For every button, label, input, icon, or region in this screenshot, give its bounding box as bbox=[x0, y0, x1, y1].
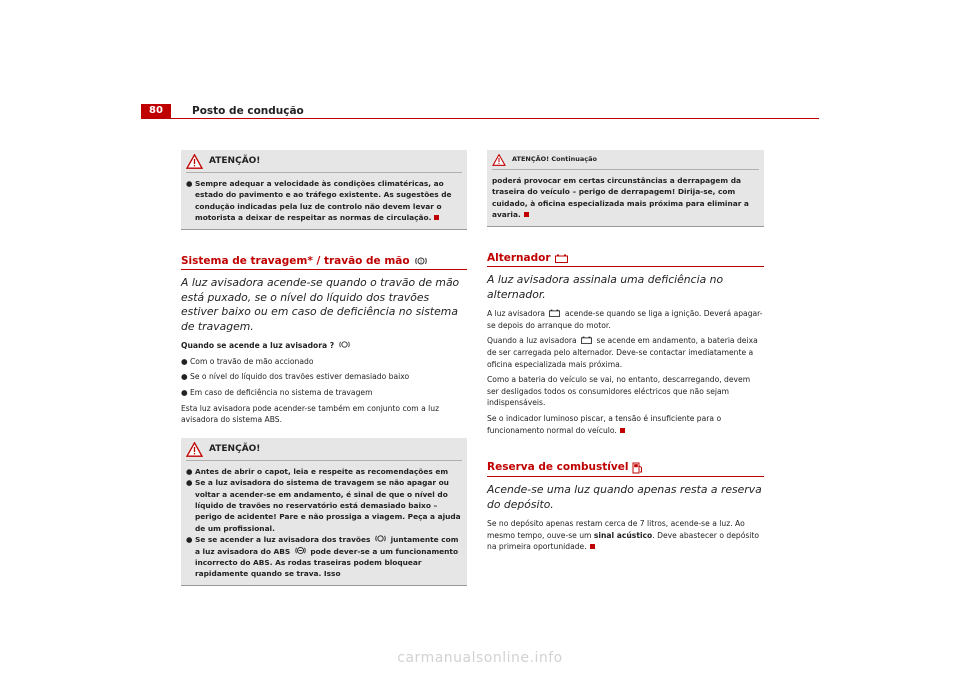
list-item: ● Com o travão de mão accionado bbox=[181, 356, 314, 366]
battery-icon bbox=[549, 309, 560, 317]
warning-bullet: ● Antes de abrir o capot, leia e respeite as recomendações em bbox=[186, 466, 449, 476]
svg-text:!: ! bbox=[419, 260, 422, 266]
end-marker bbox=[590, 544, 595, 549]
brake-warning-icon bbox=[375, 534, 386, 543]
question-line: Quando se acende a luz avisadora ? bbox=[181, 340, 467, 352]
watermark: carmanualsonline.info bbox=[397, 650, 563, 666]
warning-title: ATENÇÃO! Continuação bbox=[512, 155, 597, 164]
right-column bbox=[487, 150, 764, 557]
warning-header bbox=[492, 154, 759, 170]
warning-bullet: ● Sempre adequar a velocidade às condições climatéricas, ao estado do pavimento e ao tráfego existente. As sugestões de condução indicadas pela luz de controlo não devem levar o motorista a deixar de respeitar as normas de circulação. bbox=[186, 179, 452, 223]
paragraph: A luz avisadora acende-se quando se liga a ignição. Deverá apagar-se depois do arranque do motor. bbox=[487, 309, 763, 330]
paragraph: Se o indicador luminoso piscar, a tensão é insuficiente para o funcionamento normal do veículo. bbox=[487, 413, 722, 435]
brake-warning-icon bbox=[415, 256, 427, 266]
paragraph: Se no depósito apenas restam cerca de 7 litros, acende-se a luz. Ao mesmo tempo, ouve-se um sinal acústico. Deve abastecer o depósito na primeira oportunidade. bbox=[487, 519, 760, 552]
warning-bullet: ● Se se acender a luz avisadora dos travões juntamente com a luz avisadora do ABS pode dever-se a um funcionamento incorrecto do ABS. As rodas traseiras podem bloquear rapidamente quando se trava. Isso bbox=[186, 535, 459, 579]
page-number: 80 bbox=[141, 104, 171, 118]
battery-icon bbox=[555, 254, 568, 263]
end-marker bbox=[620, 428, 625, 433]
warning-bullet: ● Se a luz avisadora do sistema de travagem se não apagar ou voltar a acender-se em andamento, é sinal de que o nível do líquido de travões no reservatório está demasiado baixo – perigo de acidente! Pare e não prossiga a viagem. Peça a ajuda de um profissional. bbox=[186, 478, 461, 533]
fuel-pump-icon bbox=[632, 462, 643, 474]
end-marker bbox=[434, 215, 439, 220]
section-lead: A luz avisadora acende-se quando o travão de mão está puxado, se o nível do líquido dos travões estiver baixo ou em caso de deficiência no sistema de travagem. bbox=[181, 276, 460, 333]
list-item: ● Em caso de deficiência no sistema de travagem bbox=[181, 388, 373, 397]
battery-icon bbox=[581, 336, 592, 344]
list-item: ● Se o nível do líquido dos travões estiver demasiado baixo bbox=[181, 372, 410, 382]
warning-triangle-icon bbox=[186, 154, 203, 169]
warning-header bbox=[186, 442, 462, 461]
warning-box-continued bbox=[487, 150, 764, 227]
header-rule bbox=[141, 118, 819, 119]
warning-title: ATENÇÃO! bbox=[209, 443, 261, 454]
section-heading: Reserva de combustível bbox=[487, 462, 764, 477]
section-lead: Acende-se uma luz quando apenas resta a reserva do depósito. bbox=[487, 483, 762, 511]
section-heading: Sistema de travagem* / travão de mão ! bbox=[181, 256, 467, 271]
warning-box bbox=[181, 438, 467, 586]
paragraph: Esta luz avisadora pode acender-se também em conjunto com a luz avisadora do sistema ABS. bbox=[181, 403, 440, 425]
warning-text: Sempre adequar a velocidade às condições climatéricas, ao estado do pavimento e ao tráfego existente. As sugestões de condução indicadas pela luz de controlo não devem levar o motorista a deixar de respeitar as normas de circulação. bbox=[195, 179, 452, 223]
end-marker bbox=[524, 212, 529, 217]
section-heading: Alternador bbox=[487, 253, 764, 268]
warning-triangle-icon bbox=[492, 154, 506, 166]
warning-triangle-icon bbox=[186, 442, 203, 457]
warning-header bbox=[186, 154, 462, 173]
paragraph: Quando a luz avisadora se acende em andamento, a bateria deixa de ser carregada pelo alternador. Deve-se contactar imediatamente a oficina especializada mais próxima. bbox=[487, 336, 758, 369]
brake-warning-icon bbox=[339, 340, 350, 349]
warning-text: poderá provocar em certas circunstâncias a derrapagem da traseira do veículo – perigo de derrapagem! Dirija-se, com cuidado, à oficina especializada mais próxima para eliminar a avaria. bbox=[492, 176, 749, 220]
section-lead: A luz avisadora assinala uma deficiência no alternador. bbox=[487, 273, 724, 301]
warning-title: ATENÇÃO! bbox=[209, 155, 261, 166]
warning-box bbox=[181, 150, 467, 230]
paragraph: Como a bateria do veículo se vai, no entanto, descarregando, devem ser desligados todos os consumidores eléctricos que não sejam indispensáveis. bbox=[487, 375, 751, 408]
left-column bbox=[181, 150, 467, 586]
abs-warning-icon bbox=[295, 546, 306, 555]
page-title: Posto de condução bbox=[192, 105, 304, 117]
